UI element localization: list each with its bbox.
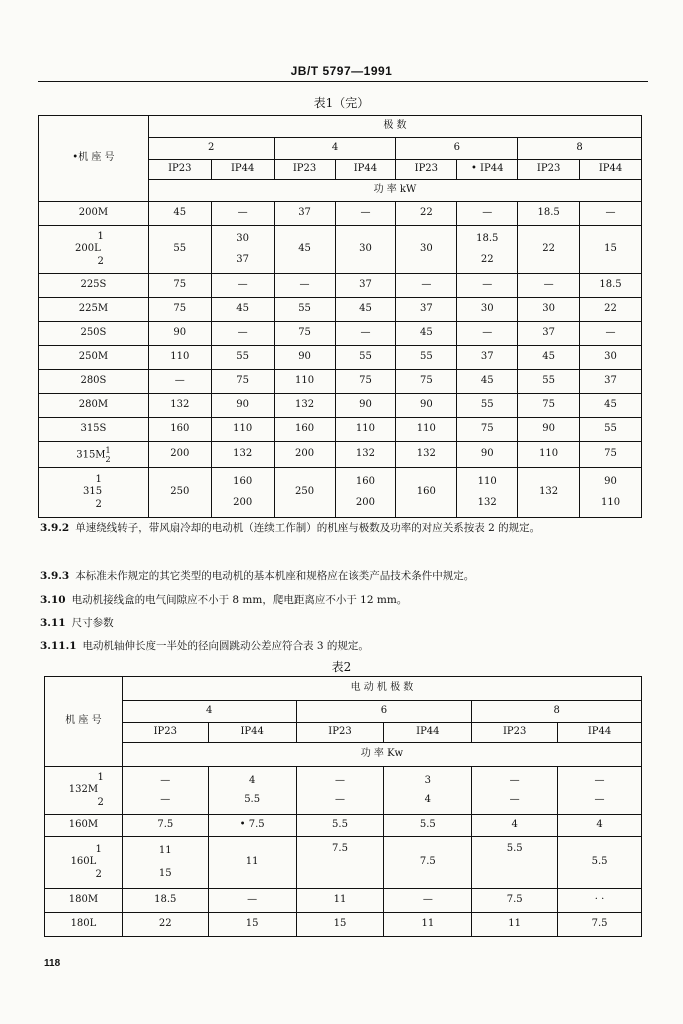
value-cell: 7.5 [296,837,384,889]
value-cell: 75 [396,370,457,394]
table2-ip: IP44 [384,723,472,743]
value-cell: 55 [335,346,396,370]
value-cell: — [335,322,396,346]
value-cell: 132 [518,468,580,518]
frame-cell: 280S [39,370,149,394]
table2-poles-header: 电 动 机 极 数 [122,677,641,701]
value-cell: 110 [274,370,335,394]
table2-pole-8: 8 [472,701,642,723]
value-cell: 18.5 [580,274,642,298]
value-cell: 55 [580,418,642,442]
value-cell: 110 132 [457,468,518,518]
value-cell: 200 [274,442,335,468]
frame-cell: 1 160L 2 [45,837,123,889]
frame-cell: 315S [39,418,149,442]
value-cell: — [457,274,518,298]
value-cell: — — [472,767,558,815]
value-cell: 250 [148,468,211,518]
frame-cell: 315M 1 2 [39,442,149,468]
value-cell: 90 [457,442,518,468]
table2-ip: IP23 [122,723,208,743]
table2-ip: IP44 [558,723,642,743]
table1-pole-8: 8 [518,138,642,160]
frame-cell: 1 200L 2 [39,226,149,274]
value-cell: 37 [580,370,642,394]
value-cell: 55 [457,394,518,418]
value-cell: 4 5.5 [208,767,296,815]
value-cell: 75 [335,370,396,394]
table1-ip: IP23 [518,160,580,180]
table1-ip: IP44 [335,160,396,180]
table1-ip: IP44 [211,160,274,180]
value-cell: 90 110 [580,468,642,518]
value-cell: 45 [148,202,211,226]
value-cell: 90 [335,394,396,418]
value-cell: 7.5 [384,837,472,889]
frame-cell: 180L [45,913,123,937]
value-cell: 55 [211,346,274,370]
value-cell: 90 [211,394,274,418]
table1-ip: • IP44 [457,160,518,180]
value-cell: — [518,274,580,298]
value-cell: 45 [396,322,457,346]
value-cell: — [211,274,274,298]
value-cell: — [208,889,296,913]
value-cell: 15 [296,913,384,937]
value-cell: 30 [518,298,580,322]
table1-power-header: 功 率 kW [148,180,641,202]
value-cell: 55 [274,298,335,322]
value-cell: 11 15 [122,837,208,889]
value-cell: 160 [274,418,335,442]
value-cell: — [457,202,518,226]
value-cell: 45 [518,346,580,370]
table-row [45,913,642,937]
value-cell: 160 200 [335,468,396,518]
value-cell: 30 [335,226,396,274]
value-cell: — — [296,767,384,815]
table-row [39,468,642,518]
frame-cell: 225S [39,274,149,298]
value-cell: — [274,274,335,298]
value-cell: 30 37 [211,226,274,274]
table2-pole-4: 4 [122,701,296,723]
table1-ip: IP44 [580,160,642,180]
table2-stub-header: 机 座 号 [45,677,123,767]
value-cell: 11 [384,913,472,937]
value-cell: 75 [148,274,211,298]
value-cell: — — [122,767,208,815]
table1-ip: IP23 [396,160,457,180]
value-cell: 37 [396,298,457,322]
table1-caption: 表1（完） [313,96,370,110]
value-cell: 132 [211,442,274,468]
value-cell: 45 [211,298,274,322]
value-cell: 55 [396,346,457,370]
table-row [45,815,642,837]
table1-pole-2: 2 [148,138,274,160]
value-cell: 110 [396,418,457,442]
value-cell: 160 [148,418,211,442]
table2 [44,676,642,937]
table-row [39,442,642,468]
value-cell: 45 [457,370,518,394]
frame-cell: 180M [45,889,123,913]
value-cell: 7.5 [472,889,558,913]
value-cell: 11 [296,889,384,913]
value-cell: — [335,202,396,226]
value-cell: 75 [457,418,518,442]
value-cell: 5.5 [472,837,558,889]
value-cell: 75 [518,394,580,418]
value-cell: 7.5 [122,815,208,837]
table-row [39,418,642,442]
table2-ip: IP23 [472,723,558,743]
frame-cell: 1 315 2 [39,468,149,518]
table-row [39,298,642,322]
value-cell: — [384,889,472,913]
table-row [39,346,642,370]
value-cell: — [211,202,274,226]
table2-ip: IP23 [296,723,384,743]
value-cell: 90 [396,394,457,418]
value-cell: 55 [518,370,580,394]
page-number: 118 [44,958,61,969]
table-row [45,837,642,889]
value-cell: 4 [558,815,642,837]
table-row [45,889,642,913]
value-cell: 37 [274,202,335,226]
table1-poles-header: 极 数 [148,116,641,138]
table-row [39,394,642,418]
table-row [39,322,642,346]
value-cell: 30 [580,346,642,370]
value-cell: 18.5 [518,202,580,226]
document-code-header: JB/T 5797—1991 [290,64,393,78]
value-cell: 22 [396,202,457,226]
value-cell: 132 [148,394,211,418]
value-cell: 250 [274,468,335,518]
value-cell: 45 [580,394,642,418]
value-cell: 37 [457,346,518,370]
value-cell: — [457,322,518,346]
value-cell: · · [558,889,642,913]
value-cell: 30 [457,298,518,322]
value-cell: 132 [274,394,335,418]
value-cell: — [211,322,274,346]
paragraph-3-11: 3.11 尺寸参数 [40,617,114,629]
value-cell: 4 [472,815,558,837]
value-cell: — — [558,767,642,815]
value-cell: 5.5 [384,815,472,837]
value-cell: 45 [274,226,335,274]
table-row [39,370,642,394]
paragraph-3-9-2: 3.9.2 单速绕线转子，带风扇冷却的电动机（连续工作制）的机座与极数及功率的对应关系按表 2 的规定。 [40,522,541,534]
value-cell: • 7.5 [208,815,296,837]
value-cell: 90 [518,418,580,442]
frame-cell: 250S [39,322,149,346]
value-cell: 3 4 [384,767,472,815]
frame-cell: 280M [39,394,149,418]
header-rule [38,81,648,82]
value-cell: 30 [396,226,457,274]
value-cell: 110 [518,442,580,468]
value-cell: 7.5 [558,913,642,937]
paragraph-3-10: 3.10 电动机接线盒的电气间隙应不小于 8 mm，爬电距离应不小于 12 mm。 [40,594,408,606]
value-cell: 15 [208,913,296,937]
value-cell: 45 [335,298,396,322]
table2-power-header: 功 率 Kw [122,743,641,767]
table2-caption: 表2 [331,660,352,674]
value-cell: 15 [580,226,642,274]
value-cell: 75 [211,370,274,394]
table1-ip: IP23 [148,160,211,180]
frame-cell: 200M [39,202,149,226]
value-cell: 18.5 22 [457,226,518,274]
table1-pole-6: 6 [396,138,518,160]
table-row [39,226,642,274]
table1-ip: IP23 [274,160,335,180]
value-cell: — [396,274,457,298]
value-cell: 55 [148,226,211,274]
value-cell: — [580,322,642,346]
value-cell: 160 200 [211,468,274,518]
paragraph-3-9-3: 3.9.3 本标准未作规定的其它类型的电动机的基本机座和规格应在该类产品技术条件中规定。 [40,570,475,582]
table-row [39,202,642,226]
value-cell: 200 [148,442,211,468]
table1 [38,115,642,518]
frame-cell: 1 132M 2 [45,767,123,815]
value-cell: 22 [518,226,580,274]
value-cell: 160 [396,468,457,518]
value-cell: 110 [211,418,274,442]
value-cell: — [148,370,211,394]
value-cell: 90 [148,322,211,346]
frame-cell: 160M [45,815,123,837]
table2-ip: IP44 [208,723,296,743]
value-cell: 11 [472,913,558,937]
table-row [45,767,642,815]
frame-cell: 225M [39,298,149,322]
value-cell: 22 [122,913,208,937]
value-cell: 132 [335,442,396,468]
value-cell: 90 [274,346,335,370]
value-cell: 37 [335,274,396,298]
value-cell: 75 [274,322,335,346]
table2-pole-6: 6 [296,701,472,723]
table1-pole-4: 4 [274,138,396,160]
paragraph-3-11-1: 3.11.1 电动机轴伸长度一半处的径向圆跳动公差应符合表 3 的规定。 [40,640,369,652]
value-cell: 110 [148,346,211,370]
value-cell: 5.5 [296,815,384,837]
value-cell: 110 [335,418,396,442]
frame-cell: 250M [39,346,149,370]
value-cell: 75 [148,298,211,322]
value-cell: 37 [518,322,580,346]
value-cell: 75 [580,442,642,468]
value-cell: — [580,202,642,226]
value-cell: 22 [580,298,642,322]
table1-stub-header: •机 座 号 [39,116,149,202]
table-row [39,274,642,298]
value-cell: 5.5 [558,837,642,889]
value-cell: 11 [208,837,296,889]
value-cell: 18.5 [122,889,208,913]
value-cell: 132 [396,442,457,468]
